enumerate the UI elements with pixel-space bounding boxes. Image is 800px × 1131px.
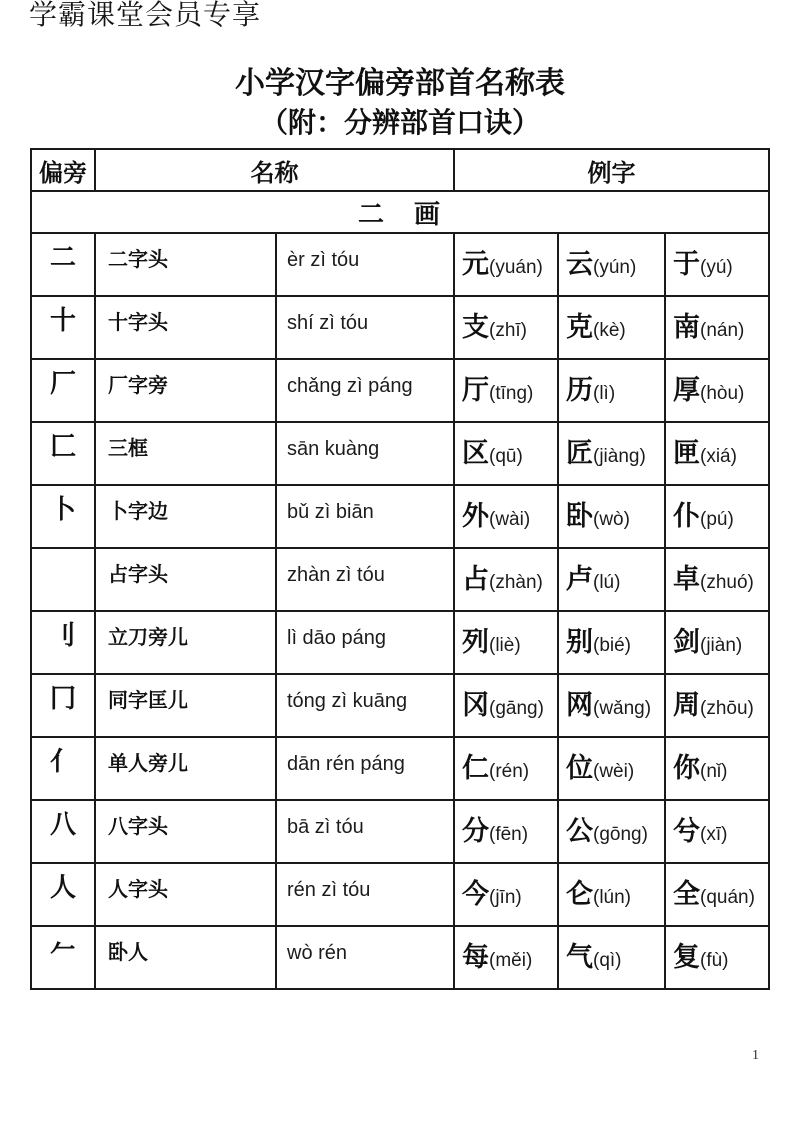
column-header-name: 名称 xyxy=(96,150,453,190)
radical-name: 八字头 xyxy=(108,816,168,838)
example-cell xyxy=(455,423,557,484)
example-character: 仁 xyxy=(462,753,489,783)
example-cell xyxy=(666,486,768,547)
example-pinyin: (yú) xyxy=(700,257,733,278)
radical-char: 十 xyxy=(49,305,76,335)
example-pinyin: (tīng) xyxy=(489,383,534,404)
example-pinyin: (xī) xyxy=(700,824,728,845)
radical-name-cell xyxy=(96,612,275,673)
example-character: 冈 xyxy=(462,690,489,720)
example-pinyin: (xiá) xyxy=(700,446,737,467)
example-character: 厚 xyxy=(673,375,700,405)
example-cell xyxy=(666,549,768,610)
radical-table xyxy=(30,148,770,990)
example-character: 区 xyxy=(462,438,489,468)
example-pinyin: (qū) xyxy=(489,446,523,467)
radical-name: 卜字边 xyxy=(108,501,168,523)
radical-name: 单人旁儿 xyxy=(108,753,188,775)
example-pinyin: (wǎng) xyxy=(593,698,652,719)
radical-name-cell xyxy=(96,423,275,484)
radical-name-cell xyxy=(96,864,275,925)
radical-pinyin: bā zì tóu xyxy=(287,816,364,838)
example-character: 你 xyxy=(673,753,700,783)
example-pinyin: (zhàn) xyxy=(489,572,543,593)
radical-name: 二字头 xyxy=(108,249,168,271)
example-character: 每 xyxy=(462,942,489,972)
page-subtitle: （附：分辨部首口诀） xyxy=(259,107,540,138)
example-cell xyxy=(666,864,768,925)
example-cell xyxy=(455,801,557,862)
radical-pinyin: bǔ zì biān xyxy=(287,501,374,523)
example-character: 卢 xyxy=(566,564,593,594)
radical-name-cell xyxy=(96,234,275,295)
example-cell xyxy=(455,549,557,610)
example-cell xyxy=(455,675,557,736)
radical-name: 卧人 xyxy=(108,942,148,964)
example-character: 云 xyxy=(566,249,593,279)
example-character: 南 xyxy=(673,312,700,342)
example-pinyin: (liè) xyxy=(489,635,521,656)
radical-char: 刂 xyxy=(49,620,76,650)
radical-name-cell xyxy=(96,738,275,799)
example-character: 今 xyxy=(462,879,489,909)
radical-cell xyxy=(32,297,94,358)
example-character: 公 xyxy=(566,816,593,846)
example-cell xyxy=(559,864,664,925)
example-cell xyxy=(559,234,664,295)
radical-pinyin: sān kuàng xyxy=(287,438,380,460)
example-character: 卓 xyxy=(673,564,700,594)
radical-char: 匚 xyxy=(49,431,76,461)
example-cell xyxy=(559,360,664,421)
radical-pinyin: chǎng zì páng xyxy=(287,375,413,397)
example-pinyin: (zhuó) xyxy=(700,572,754,593)
page-number: 1 xyxy=(752,1048,759,1063)
example-character: 兮 xyxy=(673,816,700,846)
example-pinyin: (nǐ) xyxy=(700,761,728,782)
radical-pinyin: rén zì tóu xyxy=(287,879,371,901)
example-pinyin: (nán) xyxy=(700,320,745,341)
radical-name-cell xyxy=(96,801,275,862)
page-title: 小学汉字偏旁部首名称表 xyxy=(235,67,565,100)
radical-cell xyxy=(32,486,94,547)
example-cell xyxy=(666,612,768,673)
example-character: 于 xyxy=(673,249,700,279)
example-cell xyxy=(559,738,664,799)
example-cell xyxy=(559,423,664,484)
example-character: 卧 xyxy=(566,501,593,531)
radical-pinyin-cell xyxy=(277,675,453,736)
example-cell xyxy=(666,360,768,421)
radical-cell xyxy=(32,864,94,925)
radical-pinyin: èr zì tóu xyxy=(287,249,360,271)
example-character: 仆 xyxy=(673,501,700,531)
radical-pinyin-cell xyxy=(277,927,453,988)
example-pinyin: (wài) xyxy=(489,509,531,530)
radical-cell xyxy=(32,801,94,862)
radical-pinyin: tóng zì kuāng xyxy=(287,690,408,712)
example-pinyin: (zhī) xyxy=(489,320,527,341)
example-pinyin: (lú) xyxy=(593,572,621,593)
example-cell xyxy=(559,486,664,547)
example-cell xyxy=(559,801,664,862)
radical-char: 𠂉 xyxy=(49,935,76,965)
example-pinyin: (hòu) xyxy=(700,383,745,404)
example-character: 克 xyxy=(566,312,593,342)
radical-pinyin-cell xyxy=(277,549,453,610)
example-cell xyxy=(666,738,768,799)
radical-pinyin-cell xyxy=(277,234,453,295)
example-cell xyxy=(666,234,768,295)
example-cell xyxy=(666,297,768,358)
radical-char: 人 xyxy=(49,872,76,902)
example-pinyin: (yún) xyxy=(593,257,637,278)
radical-name-cell xyxy=(96,486,275,547)
example-pinyin: (kè) xyxy=(593,320,626,341)
radical-name: 立刀旁儿 xyxy=(108,627,188,649)
example-cell xyxy=(455,612,557,673)
example-character: 仑 xyxy=(566,879,593,909)
radical-name: 十字头 xyxy=(108,312,168,334)
example-pinyin: (rén) xyxy=(489,761,530,782)
radical-name: 三框 xyxy=(108,438,148,460)
example-pinyin: (quán) xyxy=(700,887,755,908)
example-cell xyxy=(666,927,768,988)
example-pinyin: (wò) xyxy=(593,509,630,530)
example-character: 历 xyxy=(566,375,593,405)
example-character: 厅 xyxy=(462,375,489,405)
example-pinyin: (zhōu) xyxy=(700,698,754,719)
radical-char: 冂 xyxy=(49,683,76,713)
example-cell xyxy=(455,864,557,925)
radical-name-cell xyxy=(96,675,275,736)
example-cell xyxy=(559,675,664,736)
example-cell xyxy=(666,423,768,484)
example-cell xyxy=(455,360,557,421)
radical-pinyin: zhàn zì tóu xyxy=(287,564,385,586)
example-character: 分 xyxy=(462,816,489,846)
example-pinyin: (jiàng) xyxy=(593,446,646,467)
example-cell xyxy=(559,612,664,673)
example-pinyin: (wèi) xyxy=(593,761,635,782)
example-pinyin: (bié) xyxy=(593,635,632,656)
radical-char: 亻 xyxy=(49,746,76,776)
example-character: 占 xyxy=(462,564,489,594)
radical-pinyin-cell xyxy=(277,486,453,547)
example-cell xyxy=(455,738,557,799)
radical-char: 厂 xyxy=(49,368,76,398)
radical-pinyin-cell xyxy=(277,423,453,484)
example-character: 外 xyxy=(462,501,489,531)
radical-name-cell xyxy=(96,549,275,610)
example-character: 网 xyxy=(566,690,593,720)
radical-pinyin: wò rén xyxy=(287,942,348,964)
example-character: 匠 xyxy=(566,438,593,468)
radical-pinyin-cell xyxy=(277,801,453,862)
example-character: 剑 xyxy=(673,627,700,657)
example-character: 别 xyxy=(566,627,593,657)
example-character: 支 xyxy=(462,312,489,342)
radical-pinyin-cell xyxy=(277,360,453,421)
column-header-radical: 偏旁 xyxy=(32,150,94,190)
example-pinyin: (fēn) xyxy=(489,824,529,845)
example-character: 复 xyxy=(673,942,700,972)
radical-name: 人字头 xyxy=(108,879,168,901)
example-character: 列 xyxy=(462,627,489,657)
radical-name: 厂字旁 xyxy=(108,375,168,397)
example-pinyin: (lún) xyxy=(593,887,632,908)
radical-cell xyxy=(32,423,94,484)
example-cell xyxy=(559,549,664,610)
example-pinyin: (pú) xyxy=(700,509,734,530)
example-pinyin: (gāng) xyxy=(489,698,544,719)
example-cell xyxy=(455,234,557,295)
radical-cell xyxy=(32,612,94,673)
example-character: 周 xyxy=(673,690,700,720)
radical-name-cell xyxy=(96,297,275,358)
example-pinyin: (yuán) xyxy=(489,257,543,278)
example-pinyin: (měi) xyxy=(489,950,533,971)
radical-char: 二 xyxy=(49,242,76,272)
example-character: 匣 xyxy=(673,438,700,468)
example-cell xyxy=(455,927,557,988)
radical-pinyin-cell xyxy=(277,738,453,799)
radical-pinyin-cell xyxy=(277,864,453,925)
watermark-text: 学霸课堂会员专享 xyxy=(29,0,262,30)
radical-cell xyxy=(32,549,94,610)
example-character: 全 xyxy=(673,879,700,909)
example-pinyin: (gōng) xyxy=(593,824,648,845)
example-pinyin: (qì) xyxy=(593,950,622,971)
radical-pinyin: lì dāo páng xyxy=(287,627,386,649)
example-cell xyxy=(455,486,557,547)
example-character: 元 xyxy=(462,249,489,279)
radical-cell xyxy=(32,675,94,736)
radical-pinyin-cell xyxy=(277,612,453,673)
radical-pinyin: shí zì tóu xyxy=(287,312,369,334)
radical-cell xyxy=(32,738,94,799)
radical-cell xyxy=(32,927,94,988)
example-pinyin: (fù) xyxy=(700,950,729,971)
radical-pinyin-cell xyxy=(277,297,453,358)
example-cell xyxy=(666,801,768,862)
radical-char: 卜 xyxy=(49,494,76,524)
example-pinyin: (lì) xyxy=(593,383,616,404)
radical-cell xyxy=(32,360,94,421)
radical-char: 八 xyxy=(49,809,76,839)
radical-name: 同字匡儿 xyxy=(108,690,188,712)
radical-name-cell xyxy=(96,927,275,988)
radical-name: 占字头 xyxy=(108,564,168,586)
example-cell xyxy=(559,297,664,358)
example-character: 位 xyxy=(566,753,593,783)
radical-cell xyxy=(32,234,94,295)
example-cell xyxy=(666,675,768,736)
column-header-examples: 例字 xyxy=(455,150,768,190)
radical-pinyin: dān rén páng xyxy=(287,753,405,775)
example-character: 气 xyxy=(566,942,593,972)
section-header-two-strokes: 二 画 xyxy=(32,192,768,232)
example-cell xyxy=(455,297,557,358)
example-cell xyxy=(559,927,664,988)
example-pinyin: (jiàn) xyxy=(700,635,743,656)
example-pinyin: (jīn) xyxy=(489,887,522,908)
radical-name-cell xyxy=(96,360,275,421)
